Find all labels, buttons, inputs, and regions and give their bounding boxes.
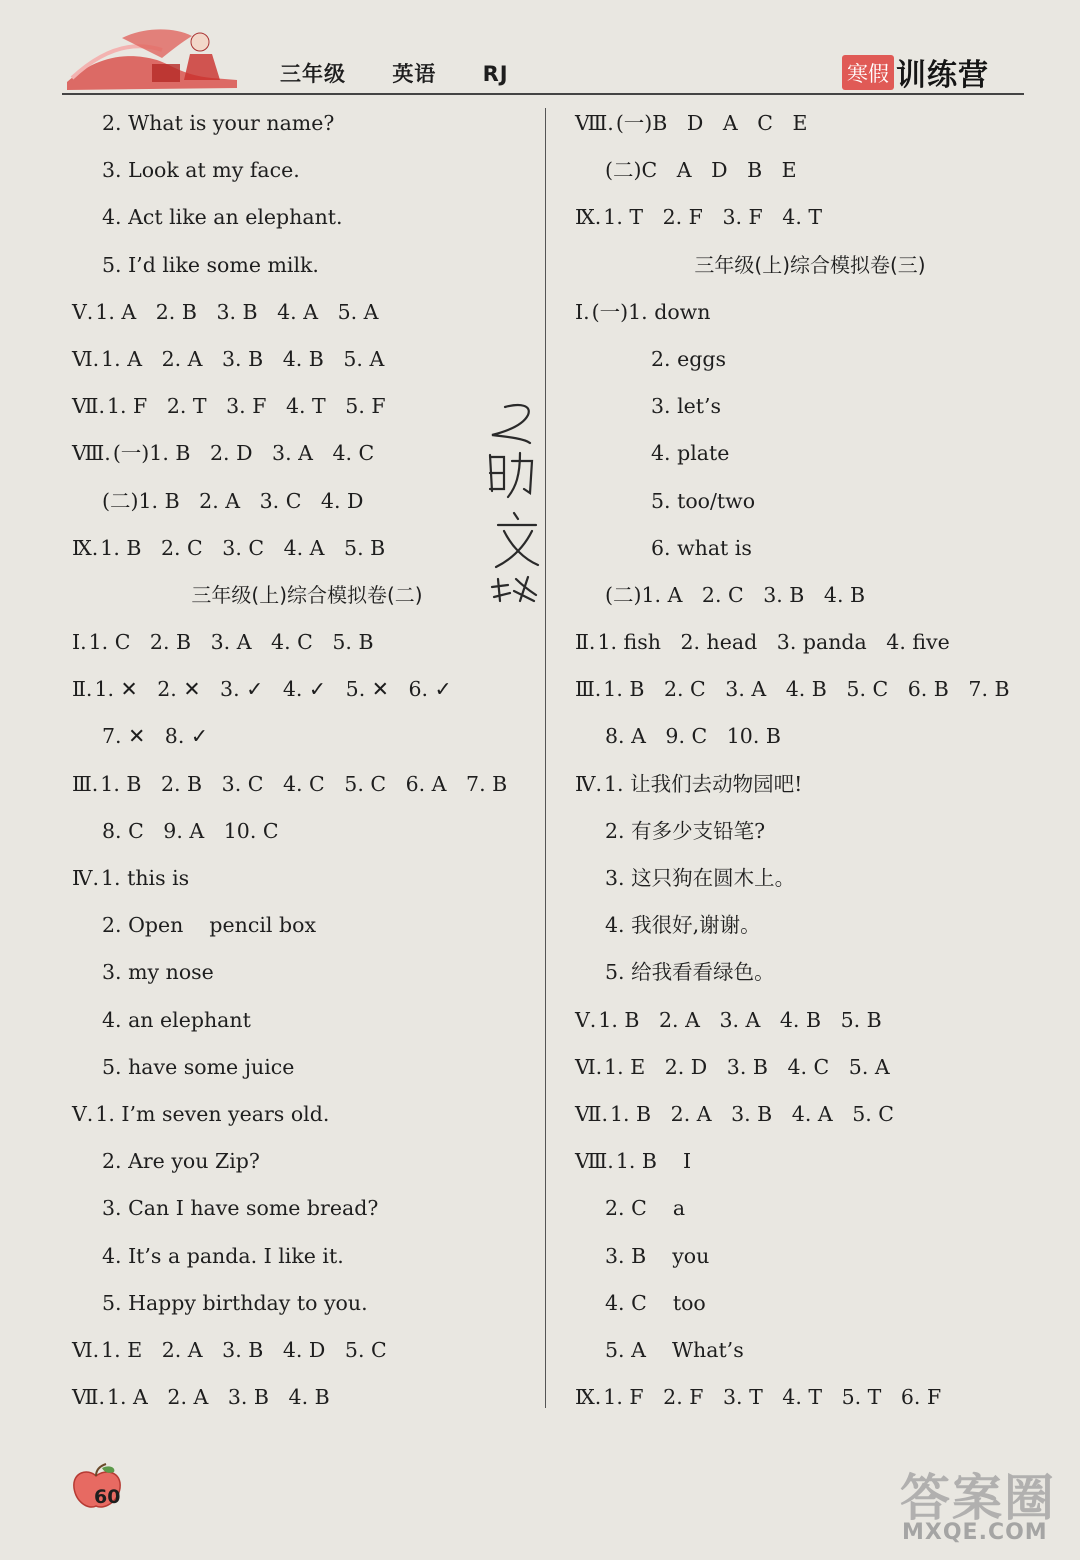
question-number: Ⅶ. xyxy=(575,1101,608,1126)
answer-text: 2. eggs xyxy=(651,346,726,371)
answer-line xyxy=(72,666,542,713)
answer-text: 2. C a xyxy=(605,1196,686,1221)
page-header xyxy=(0,0,1080,100)
header-info xyxy=(280,58,547,88)
question-number: Ⅷ. xyxy=(72,441,111,466)
header-logo-illustration xyxy=(62,20,242,100)
answer-text: 1. B 2. B 3. C 4. C 5. C 6. A 7. B xyxy=(100,771,508,796)
answer-text: 1. this is xyxy=(101,866,190,890)
answer-text: 3. Can I have some bread? xyxy=(102,1196,379,1221)
answer-text: 5. too/two xyxy=(651,488,756,513)
question-number: Ⅱ. xyxy=(72,677,93,702)
answer-text: 3. Look at my face. xyxy=(102,158,300,183)
answer-line xyxy=(575,1091,1045,1138)
page-number: 60 xyxy=(94,1486,121,1508)
answer-text: 1. F 2. T 3. F 4. T 5. F xyxy=(106,394,386,419)
answer-line xyxy=(72,619,542,666)
answer-line xyxy=(575,1044,1045,1091)
edition-label: RJ xyxy=(482,62,509,86)
column-divider xyxy=(545,108,546,1408)
answer-text: 5. 给我看看绿色。 xyxy=(605,960,775,985)
answer-text: 1. F 2. F 3. T 4. T 5. T 6. F xyxy=(603,1385,942,1410)
answer-text: 3. B you xyxy=(605,1243,710,1268)
answer-text: 4. 我很好,谢谢。 xyxy=(605,913,761,938)
answer-text: 4. C too xyxy=(605,1290,706,1315)
answer-line xyxy=(575,289,1045,336)
question-number: Ⅴ. xyxy=(72,1101,94,1126)
answer-line xyxy=(575,619,1045,666)
answer-line xyxy=(72,1044,542,1091)
answer-text: 5. A What’s xyxy=(605,1337,744,1362)
answer-text: 1. B 2. C 3. C 4. A 5. B xyxy=(100,535,386,560)
brand-title xyxy=(842,50,989,93)
question-number: Ⅷ. xyxy=(575,1149,614,1174)
answer-text: 3. my nose xyxy=(102,960,214,985)
subject-label: 英语 xyxy=(392,62,437,86)
answer-text: 1. ✕ 2. ✕ 3. ✓ 4. ✓ 5. ✕ 6. ✓ xyxy=(94,677,452,702)
answer-line xyxy=(575,761,1045,808)
answer-text: (一)B D A C E xyxy=(615,111,808,135)
answer-text: 1. B 2. C 3. A 4. B 5. C 6. B 7. B xyxy=(603,677,1010,702)
answer-line xyxy=(575,902,1045,949)
answer-text: 5. Happy birthday to you. xyxy=(102,1290,368,1315)
answer-line xyxy=(72,100,542,147)
answer-text: 1. B 2. A 3. A 4. B 5. B xyxy=(598,1007,882,1032)
answer-line xyxy=(72,242,542,289)
answer-text: 1. I’m seven years old. xyxy=(95,1101,330,1126)
question-number: Ⅷ. xyxy=(575,111,614,135)
answer-line xyxy=(575,997,1045,1044)
section-title xyxy=(575,242,1045,289)
answer-text: 8. A 9. C 10. B xyxy=(605,724,781,749)
brand-name: 训练营 xyxy=(896,58,989,93)
answer-line xyxy=(575,949,1045,996)
watermark xyxy=(880,1458,1080,1558)
answer-text: 4. It’s a panda. I like it. xyxy=(102,1243,344,1268)
answer-text: 5. have some juice xyxy=(102,1054,295,1079)
answer-text: (二)C A D B E xyxy=(605,158,797,183)
answer-line xyxy=(575,1374,1045,1421)
answer-text: 1. A 2. A 3. B 4. B 5. A xyxy=(101,346,385,371)
answer-line xyxy=(575,808,1045,855)
answer-line xyxy=(575,525,1045,572)
answer-line xyxy=(72,1374,542,1421)
question-number: Ⅸ. xyxy=(72,535,99,560)
answer-line xyxy=(72,808,542,855)
answer-text: 4. Act like an elephant. xyxy=(102,205,343,230)
answer-line xyxy=(575,194,1045,241)
answer-line xyxy=(72,949,542,996)
answer-line xyxy=(72,1185,542,1232)
question-number: Ⅶ. xyxy=(72,1385,105,1410)
answer-text: (二)1. A 2. C 3. B 4. B xyxy=(605,582,866,607)
answer-text: 1. C 2. B 3. A 4. C 5. B xyxy=(88,630,374,655)
answer-line xyxy=(575,100,1045,147)
grade-label: 三年级 xyxy=(280,62,346,86)
handwritten-note xyxy=(470,395,560,610)
answer-text: 2. What is your name? xyxy=(102,111,335,135)
answer-text: 2. Are you Zip? xyxy=(102,1149,260,1174)
question-number: Ⅰ. xyxy=(72,630,87,655)
answer-line xyxy=(72,336,542,383)
answer-text: (一)1. down xyxy=(591,299,711,324)
answer-line xyxy=(72,713,542,760)
answer-column-right xyxy=(575,100,1045,1421)
answer-text: 4. an elephant xyxy=(102,1007,251,1032)
answer-text: 2. Open pencil box xyxy=(102,913,316,938)
answer-line xyxy=(72,855,542,902)
answer-text: 1. A 2. A 3. B 4. B xyxy=(106,1385,330,1410)
answer-line xyxy=(575,1233,1045,1280)
question-number: Ⅱ. xyxy=(575,630,596,655)
answer-line xyxy=(575,713,1045,760)
answer-line xyxy=(575,572,1045,619)
answer-line xyxy=(575,1138,1045,1185)
answer-text: 8. C 9. A 10. C xyxy=(102,818,279,843)
answer-text: 3. 这只狗在圆木上。 xyxy=(605,866,796,890)
answer-text: 2. 有多少支铅笔? xyxy=(605,818,766,843)
answer-line xyxy=(72,902,542,949)
question-number: Ⅵ. xyxy=(72,346,100,371)
answer-text: (二)1. B 2. A 3. C 4. D xyxy=(102,488,364,513)
answer-line xyxy=(575,336,1045,383)
answer-line xyxy=(575,147,1045,194)
answer-line xyxy=(72,147,542,194)
answer-text: (一)1. B 2. D 3. A 4. C xyxy=(112,441,375,466)
answer-text: 3. let’s xyxy=(651,394,722,419)
question-number: Ⅶ. xyxy=(72,394,105,419)
answer-line xyxy=(72,1233,542,1280)
watermark-text: 答案圈 xyxy=(900,1469,1056,1527)
answer-text: 1. B I xyxy=(615,1149,692,1174)
answer-line xyxy=(72,289,542,336)
answer-line xyxy=(72,1138,542,1185)
question-number: Ⅸ. xyxy=(575,1385,602,1410)
question-number: Ⅴ. xyxy=(575,1007,597,1032)
answer-text: 6. what is xyxy=(651,535,752,560)
brand-tag: 寒假 xyxy=(842,55,894,90)
answer-line xyxy=(72,761,542,808)
question-number: Ⅳ. xyxy=(72,866,99,890)
answer-column-left xyxy=(72,100,542,1421)
question-number: Ⅴ. xyxy=(72,299,94,324)
question-number: Ⅲ. xyxy=(72,771,99,796)
answer-text: 1. fish 2. head 3. panda 4. five xyxy=(597,630,950,655)
answer-line xyxy=(575,1185,1045,1232)
answer-line xyxy=(575,666,1045,713)
answer-line xyxy=(575,478,1045,525)
answer-line xyxy=(575,1280,1045,1327)
answer-line xyxy=(72,997,542,1044)
answer-text: 1. B 2. A 3. B 4. A 5. C xyxy=(609,1101,894,1126)
answer-line xyxy=(72,1091,542,1138)
answer-text: 4. plate xyxy=(651,441,730,466)
answer-line xyxy=(575,430,1045,477)
header-rule xyxy=(62,93,1024,95)
answer-text: 5. I’d like some milk. xyxy=(102,252,319,277)
question-number: Ⅰ. xyxy=(575,299,590,324)
answer-line xyxy=(72,1327,542,1374)
question-number: Ⅲ. xyxy=(575,677,602,702)
section-title-text: 三年级(上)综合模拟卷(二) xyxy=(191,582,423,607)
section-title-text: 三年级(上)综合模拟卷(三) xyxy=(694,252,926,277)
watermark-url: MXQE.COM xyxy=(902,1520,1048,1545)
answer-line xyxy=(575,855,1045,902)
answer-line xyxy=(72,1280,542,1327)
question-number: Ⅸ. xyxy=(575,205,602,230)
question-number: Ⅵ. xyxy=(72,1337,100,1362)
answer-text: 1. 让我们去动物园吧! xyxy=(604,771,803,796)
answer-line xyxy=(72,194,542,241)
question-number: Ⅳ. xyxy=(575,771,602,796)
question-number: Ⅵ. xyxy=(575,1054,603,1079)
answer-text: 1. E 2. A 3. B 4. D 5. C xyxy=(101,1337,387,1362)
answer-text: 1. E 2. D 3. B 4. C 5. A xyxy=(604,1054,890,1079)
answer-line xyxy=(575,1327,1045,1374)
answer-text: 1. T 2. F 3. F 4. T xyxy=(603,205,823,230)
answer-text: 1. A 2. B 3. B 4. A 5. A xyxy=(95,299,379,324)
answer-text: 7. ✕ 8. ✓ xyxy=(102,724,209,749)
answer-line xyxy=(575,383,1045,430)
